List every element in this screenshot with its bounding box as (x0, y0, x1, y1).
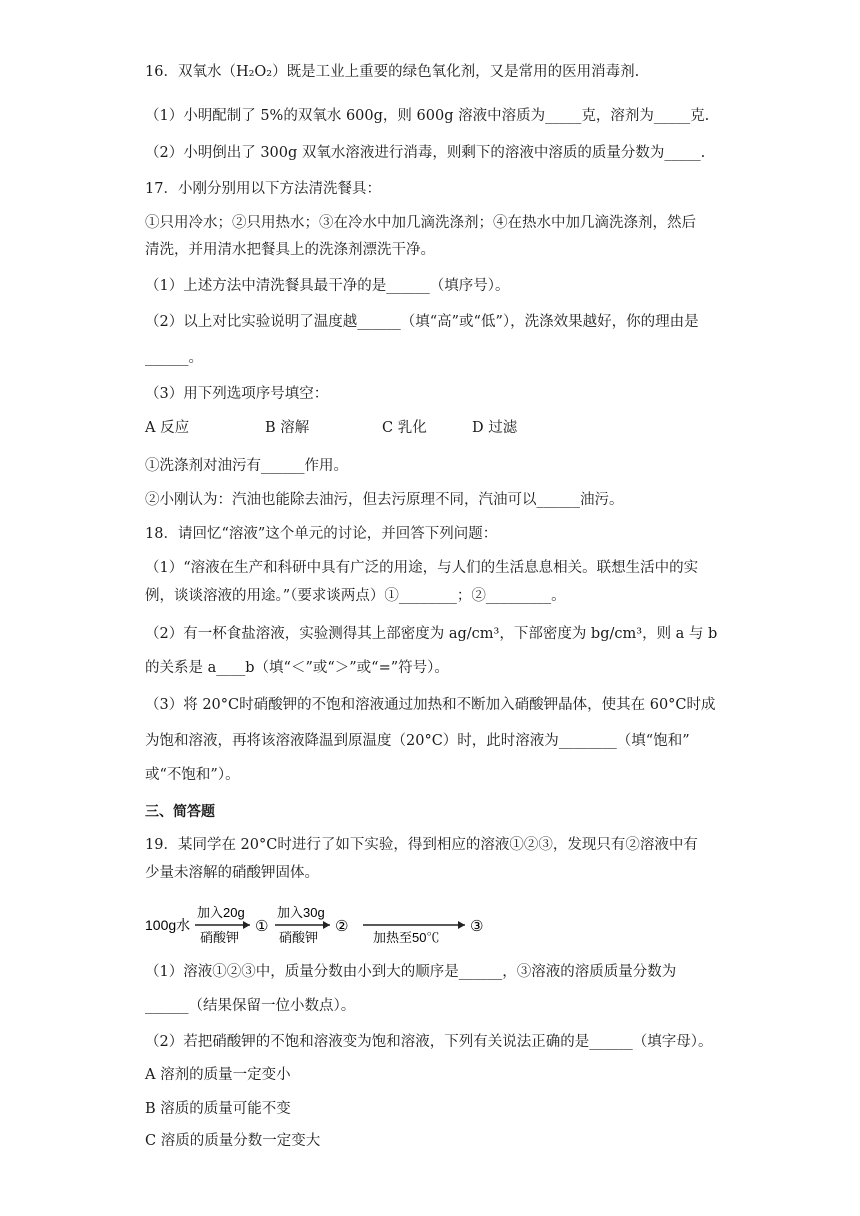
diagram-arrowhead-2 (323, 921, 330, 929)
question-18-part3-line2: 为饱和溶液，再将该溶液降温到原温度（20°C）时，此时溶液为________（填“饱和” (145, 733, 690, 749)
diagram-arrowhead-1 (243, 921, 250, 929)
diagram-arrowhead-3 (458, 921, 465, 929)
question-17-sub2: ②小刚认为：汽油也能除去油污，但去污原理不同，汽油可以______油污。 (145, 492, 624, 508)
question-18-part3-line1: （3）将 20°C时硝酸钾的不饱和溶液通过加热和不断加入硝酸钾晶体，使其在 60°C时成 (145, 697, 716, 713)
diagram-node-3: ③ (470, 917, 484, 935)
question-16-part1: （1）小明配制了 5%的双氧水 600g，则 600g 溶液中溶质为_____克，溶剂为_____克. (145, 108, 710, 124)
question-19-title-line1: 19．某同学在 20°C时进行了如下实验，得到相应的溶液①②③，发现只有②溶液中有 (145, 837, 698, 853)
question-17-title: 17．小刚分别用以下方法清洗餐具： (145, 181, 381, 197)
question-19-title-line2: 少量未溶解的硝酸钾固体。 (145, 865, 319, 881)
choice-a: A 溶剂的质量一定变小 (145, 1067, 291, 1083)
question-17-methods-line1: ①只用冷水；②只用热水；③在冷水中加几滴洗涤剂；④在热水中加几滴洗涤剂，然后 (145, 215, 696, 231)
question-17-sub1: ①洗涤剂对油污有______作用。 (145, 458, 348, 474)
question-17-part3: （3）用下列选项序号填空： (145, 386, 329, 402)
option-a: A 反应 (145, 420, 190, 436)
section-heading: 三、简答题 (145, 804, 215, 820)
diagram-step2-bottom: 硝酸钾 (279, 930, 319, 945)
question-18-part2-line1: （2）有一杯食盐溶液，实验测得其上部密度为 ag/cm³，下部密度为 bg/cm³，则 a 与 b (145, 626, 718, 642)
diagram-step1-top: 加入20g (197, 905, 245, 920)
question-19-part1-line1: （1）溶液①②③中，质量分数由小到大的顺序是______，③溶液的溶质质量分数为 (145, 964, 677, 980)
question-16-part2: （2）小明倒出了 300g 双氧水溶液进行消毒，则剩下的溶液中溶质的质量分数为_____. (145, 145, 706, 161)
question-17-part1: （1）上述方法中清洗餐具最干净的是______（填序号）。 (145, 278, 510, 294)
question-18-part1-line2: 例，谈谈溶液的用途。”（要求谈两点）①________；②_________。 (145, 588, 566, 604)
option-d: D 过滤 (472, 420, 518, 436)
choice-c: C 溶质的质量分数一定变大 (145, 1133, 321, 1149)
option-b: B 溶解 (265, 420, 310, 436)
diagram-node-2: ② (335, 917, 349, 935)
question-18-title: 18．请回忆“溶液”这个单元的讨论，并回答下列问题： (145, 526, 498, 542)
choice-b: B 溶质的质量可能不变 (145, 1101, 291, 1117)
diagram-step1-bottom: 硝酸钾 (200, 930, 240, 945)
diagram-start: 100g水 (145, 917, 191, 933)
question-17-part2-cont: ______。 (145, 350, 203, 366)
question-18-part1-line1: （1）“溶液在生产和科研中具有广泛的用途，与人们的生活息息相关。联想生活中的实 (145, 560, 699, 576)
question-17-part2: （2）以上对比实验说明了温度越______（填“高”或“低”），洗涤效果越好，你的理由是 (145, 314, 699, 330)
diagram-step3-bottom: 加热至50℃ (373, 930, 440, 945)
question-17-methods-line2: 清洗，并用清水把餐具上的洗涤剂漂洗干净。 (145, 242, 435, 258)
diagram-step2-top: 加入30g (277, 905, 325, 920)
question-16-title: 16．双氧水（H₂O₂）既是工业上重要的绿色氧化剂，又是常用的医用消毒剂. (145, 64, 640, 80)
option-c: C 乳化 (382, 420, 427, 436)
question-18-part3-line3: 或“不饱和”）。 (145, 767, 240, 783)
diagram-node-1: ① (255, 917, 269, 935)
question-18-part2-line2: 的关系是 a____b（填“＜”或“＞”或“=”符号）。 (145, 660, 449, 676)
question-19-part1-line2: ______（结果保留一位小数点）。 (145, 998, 356, 1014)
experiment-diagram (145, 900, 505, 954)
question-19-part2: （2）若把硝酸钾的不饱和溶液变为饱和溶液，下列有关说法正确的是______（填字母）。 (145, 1034, 713, 1050)
